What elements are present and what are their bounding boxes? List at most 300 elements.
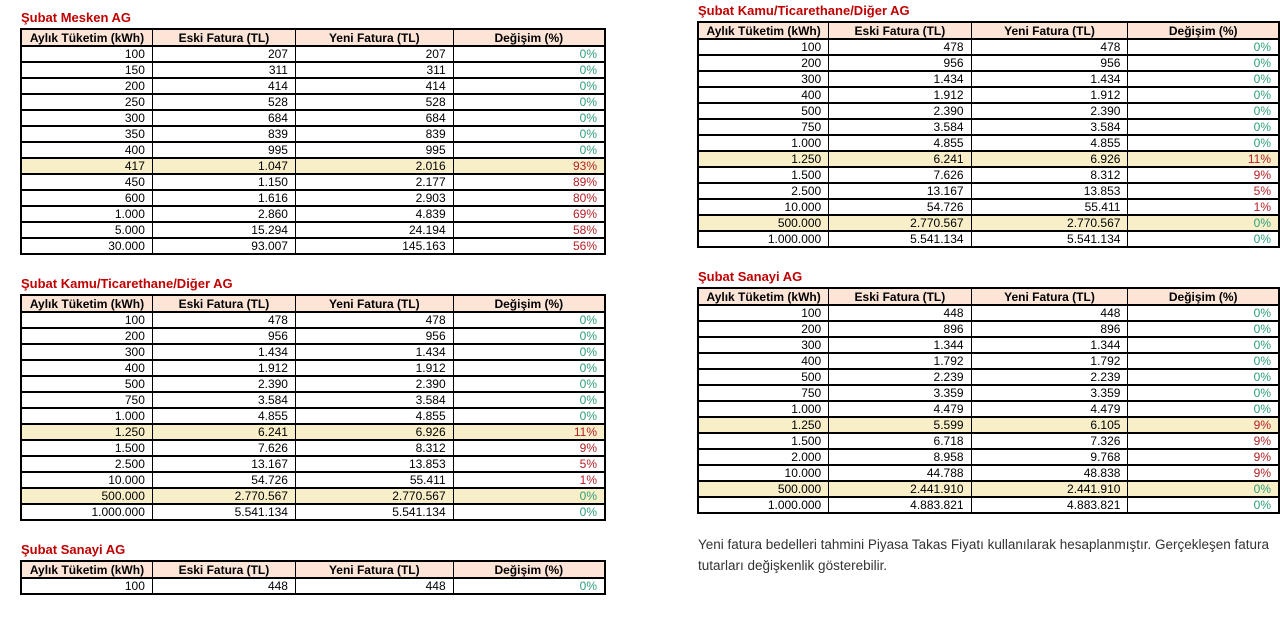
new-bill-cell: 1.912	[971, 87, 1128, 103]
new-bill-cell: 311	[295, 62, 453, 78]
old-bill-cell: 1.047	[152, 158, 295, 174]
column-header: Eski Fatura (TL)	[829, 288, 971, 305]
new-bill-cell: 896	[971, 321, 1128, 337]
consumption-cell: 10.000	[698, 465, 829, 481]
old-bill-cell: 13.167	[152, 456, 295, 472]
old-bill-cell: 2.390	[829, 103, 971, 119]
change-percent-cell: 0%	[453, 46, 605, 62]
old-bill-cell: 414	[152, 78, 295, 94]
consumption-cell: 200	[21, 328, 152, 344]
new-bill-cell: 6.926	[971, 151, 1128, 167]
old-bill-cell: 3.584	[152, 392, 295, 408]
change-percent-cell: 0%	[453, 328, 605, 344]
consumption-cell: 5.000	[21, 222, 152, 238]
consumption-cell: 1.000.000	[698, 497, 829, 513]
table-row	[21, 222, 605, 238]
new-bill-cell: 145.163	[295, 238, 453, 254]
table-title: Şubat Mesken AG	[21, 10, 132, 25]
table-row	[698, 167, 1279, 183]
change-percent-cell: 0%	[453, 578, 605, 594]
consumption-cell: 500.000	[21, 488, 152, 504]
consumption-cell: 200	[698, 321, 829, 337]
table-row	[21, 344, 605, 360]
change-percent-cell: 0%	[1128, 353, 1279, 369]
consumption-cell: 1.500	[698, 167, 829, 183]
new-bill-cell: 9.768	[971, 449, 1128, 465]
old-bill-cell: 2.441.910	[829, 481, 971, 497]
new-bill-cell: 2.770.567	[295, 488, 453, 504]
change-percent-cell: 0%	[1128, 39, 1279, 55]
left-column	[20, 10, 606, 616]
old-bill-cell: 1.434	[152, 344, 295, 360]
billing-table	[697, 21, 1280, 248]
new-bill-cell: 7.326	[971, 433, 1128, 449]
table-row	[21, 190, 605, 206]
consumption-cell: 400	[21, 360, 152, 376]
change-percent-cell: 9%	[1128, 167, 1279, 183]
new-bill-cell: 478	[295, 312, 453, 328]
change-percent-cell: 9%	[453, 440, 605, 456]
table-row	[21, 424, 605, 440]
old-bill-cell: 839	[152, 126, 295, 142]
consumption-cell: 1.000	[21, 206, 152, 222]
old-bill-cell: 4.479	[829, 401, 971, 417]
new-bill-cell: 207	[295, 46, 453, 62]
table-title: Şubat Kamu/Ticarethane/Diğer AG	[21, 276, 233, 291]
column-header: Aylık Tüketim (kWh)	[21, 561, 152, 578]
old-bill-cell: 5.599	[829, 417, 971, 433]
old-bill-cell: 207	[152, 46, 295, 62]
change-percent-cell: 5%	[1128, 183, 1279, 199]
table-row	[21, 488, 605, 504]
new-bill-cell: 2.239	[971, 369, 1128, 385]
billing-table	[697, 287, 1280, 514]
new-bill-cell: 4.855	[971, 135, 1128, 151]
old-bill-cell: 478	[152, 312, 295, 328]
old-bill-cell: 684	[152, 110, 295, 126]
change-percent-cell: 0%	[453, 94, 605, 110]
old-bill-cell: 896	[829, 321, 971, 337]
consumption-cell: 1.000	[698, 401, 829, 417]
old-bill-cell: 3.359	[829, 385, 971, 401]
change-percent-cell: 9%	[1128, 433, 1279, 449]
table-row	[698, 103, 1279, 119]
table-row	[698, 305, 1279, 321]
table-section-kamu-ticarethane-diger-ag-left	[20, 276, 606, 521]
old-bill-cell: 478	[829, 39, 971, 55]
table-row	[698, 183, 1279, 199]
old-bill-cell: 1.616	[152, 190, 295, 206]
change-percent-cell: 0%	[453, 408, 605, 424]
consumption-cell: 100	[21, 312, 152, 328]
new-bill-cell: 1.792	[971, 353, 1128, 369]
consumption-cell: 1.000	[698, 135, 829, 151]
column-header: Değişim (%)	[453, 295, 605, 312]
new-bill-cell: 956	[295, 328, 453, 344]
change-percent-cell: 0%	[453, 78, 605, 94]
new-bill-cell: 8.312	[971, 167, 1128, 183]
change-percent-cell: 9%	[1128, 465, 1279, 481]
old-bill-cell: 528	[152, 94, 295, 110]
change-percent-cell: 0%	[1128, 305, 1279, 321]
consumption-cell: 400	[698, 353, 829, 369]
new-bill-cell: 3.359	[971, 385, 1128, 401]
table-row	[21, 142, 605, 158]
column-header: Aylık Tüketim (kWh)	[21, 295, 152, 312]
change-percent-cell: 0%	[1128, 401, 1279, 417]
consumption-cell: 1.000.000	[21, 504, 152, 520]
change-percent-cell: 89%	[453, 174, 605, 190]
table-row	[21, 392, 605, 408]
old-bill-cell: 2.770.567	[152, 488, 295, 504]
billing-table	[20, 560, 606, 595]
old-bill-cell: 1.150	[152, 174, 295, 190]
consumption-cell: 400	[21, 142, 152, 158]
change-percent-cell: 11%	[453, 424, 605, 440]
new-bill-cell: 2.016	[295, 158, 453, 174]
table-title: Şubat Sanayi AG	[21, 542, 126, 557]
consumption-cell: 1.500	[21, 440, 152, 456]
consumption-cell: 1.500	[698, 433, 829, 449]
new-bill-cell: 2.903	[295, 190, 453, 206]
table-row	[698, 151, 1279, 167]
column-header: Yeni Fatura (TL)	[295, 561, 453, 578]
consumption-cell: 200	[698, 55, 829, 71]
change-percent-cell: 0%	[1128, 103, 1279, 119]
table-row	[21, 408, 605, 424]
old-bill-cell: 4.883.821	[829, 497, 971, 513]
table-row	[21, 360, 605, 376]
table-row	[21, 206, 605, 222]
new-bill-cell: 13.853	[295, 456, 453, 472]
table-row	[21, 440, 605, 456]
new-bill-cell: 448	[295, 578, 453, 594]
new-bill-cell: 3.584	[295, 392, 453, 408]
billing-table	[20, 294, 606, 521]
consumption-cell: 500.000	[698, 481, 829, 497]
old-bill-cell: 5.541.134	[152, 504, 295, 520]
old-bill-cell: 2.239	[829, 369, 971, 385]
change-percent-cell: 0%	[1128, 215, 1279, 231]
new-bill-cell: 2.441.910	[971, 481, 1128, 497]
change-percent-cell: 0%	[1128, 385, 1279, 401]
old-bill-cell: 4.855	[829, 135, 971, 151]
new-bill-cell: 1.912	[295, 360, 453, 376]
table-row	[21, 110, 605, 126]
table-row	[21, 376, 605, 392]
table-row	[698, 385, 1279, 401]
consumption-cell: 150	[21, 62, 152, 78]
table-row	[21, 126, 605, 142]
table-row	[698, 465, 1279, 481]
change-percent-cell: 0%	[1128, 71, 1279, 87]
consumption-cell: 250	[21, 94, 152, 110]
new-bill-cell: 2.177	[295, 174, 453, 190]
column-header: Değişim (%)	[453, 29, 605, 46]
change-percent-cell: 0%	[453, 126, 605, 142]
old-bill-cell: 7.626	[829, 167, 971, 183]
change-percent-cell: 0%	[453, 62, 605, 78]
old-bill-cell: 6.241	[152, 424, 295, 440]
change-percent-cell: 58%	[453, 222, 605, 238]
change-percent-cell: 9%	[1128, 417, 1279, 433]
change-percent-cell: 5%	[453, 456, 605, 472]
table-row	[21, 312, 605, 328]
table-row	[21, 158, 605, 174]
table-row	[698, 39, 1279, 55]
old-bill-cell: 1.344	[829, 337, 971, 353]
change-percent-cell: 0%	[1128, 231, 1279, 247]
column-header: Yeni Fatura (TL)	[971, 22, 1128, 39]
change-percent-cell: 80%	[453, 190, 605, 206]
change-percent-cell: 0%	[453, 142, 605, 158]
header-row	[21, 295, 605, 312]
consumption-cell: 2.500	[698, 183, 829, 199]
new-bill-cell: 414	[295, 78, 453, 94]
consumption-cell: 750	[698, 385, 829, 401]
column-header: Aylık Tüketim (kWh)	[698, 288, 829, 305]
table-section-sanayi-ag-right	[697, 269, 1280, 514]
old-bill-cell: 995	[152, 142, 295, 158]
consumption-cell: 100	[21, 578, 152, 594]
table-row	[698, 87, 1279, 103]
table-row	[698, 321, 1279, 337]
consumption-cell: 300	[21, 344, 152, 360]
old-bill-cell: 2.860	[152, 206, 295, 222]
table-section-mesken-ag	[20, 10, 606, 255]
consumption-cell: 1.000	[21, 408, 152, 424]
table-row	[698, 55, 1279, 71]
change-percent-cell: 0%	[453, 312, 605, 328]
table-row	[21, 174, 605, 190]
table-row	[21, 456, 605, 472]
table-row	[698, 231, 1279, 247]
column-header: Yeni Fatura (TL)	[295, 295, 453, 312]
consumption-cell: 350	[21, 126, 152, 142]
table-row	[698, 119, 1279, 135]
new-bill-cell: 1.434	[971, 71, 1128, 87]
consumption-cell: 750	[21, 392, 152, 408]
column-header: Değişim (%)	[453, 561, 605, 578]
consumption-cell: 10.000	[698, 199, 829, 215]
consumption-cell: 450	[21, 174, 152, 190]
column-header: Yeni Fatura (TL)	[971, 288, 1128, 305]
old-bill-cell: 44.788	[829, 465, 971, 481]
change-percent-cell: 0%	[453, 344, 605, 360]
consumption-cell: 500	[698, 103, 829, 119]
old-bill-cell: 5.541.134	[829, 231, 971, 247]
new-bill-cell: 5.541.134	[295, 504, 453, 520]
new-bill-cell: 8.312	[295, 440, 453, 456]
consumption-cell: 1.250	[21, 424, 152, 440]
new-bill-cell: 684	[295, 110, 453, 126]
new-bill-cell: 4.839	[295, 206, 453, 222]
table-row	[21, 328, 605, 344]
new-bill-cell: 6.926	[295, 424, 453, 440]
table-row	[698, 433, 1279, 449]
new-bill-cell: 2.390	[295, 376, 453, 392]
new-bill-cell: 839	[295, 126, 453, 142]
table-row	[21, 94, 605, 110]
change-percent-cell: 9%	[1128, 449, 1279, 465]
column-header: Aylık Tüketim (kWh)	[21, 29, 152, 46]
table-row	[698, 417, 1279, 433]
consumption-cell: 500	[698, 369, 829, 385]
column-header: Eski Fatura (TL)	[829, 22, 971, 39]
consumption-cell: 100	[698, 305, 829, 321]
change-percent-cell: 0%	[453, 110, 605, 126]
old-bill-cell: 13.167	[829, 183, 971, 199]
right-column	[697, 3, 1280, 577]
consumption-cell: 300	[698, 71, 829, 87]
new-bill-cell: 6.105	[971, 417, 1128, 433]
consumption-cell: 100	[698, 39, 829, 55]
new-bill-cell: 55.411	[971, 199, 1128, 215]
change-percent-cell: 1%	[453, 472, 605, 488]
change-percent-cell: 93%	[453, 158, 605, 174]
old-bill-cell: 54.726	[152, 472, 295, 488]
change-percent-cell: 0%	[453, 360, 605, 376]
consumption-cell: 300	[698, 337, 829, 353]
change-percent-cell: 1%	[1128, 199, 1279, 215]
change-percent-cell: 69%	[453, 206, 605, 222]
table-row	[698, 401, 1279, 417]
change-percent-cell: 0%	[1128, 321, 1279, 337]
change-percent-cell: 0%	[1128, 369, 1279, 385]
consumption-cell: 1.250	[698, 417, 829, 433]
new-bill-cell: 2.770.567	[971, 215, 1128, 231]
consumption-cell: 10.000	[21, 472, 152, 488]
new-bill-cell: 4.855	[295, 408, 453, 424]
new-bill-cell: 24.194	[295, 222, 453, 238]
table-row	[21, 578, 605, 594]
new-bill-cell: 448	[971, 305, 1128, 321]
new-bill-cell: 48.838	[971, 465, 1128, 481]
consumption-cell: 2.500	[21, 456, 152, 472]
old-bill-cell: 3.584	[829, 119, 971, 135]
old-bill-cell: 956	[829, 55, 971, 71]
table-section-kamu-ticarethane-diger-ag-right	[697, 3, 1280, 248]
old-bill-cell: 8.958	[829, 449, 971, 465]
old-bill-cell: 4.855	[152, 408, 295, 424]
consumption-cell: 600	[21, 190, 152, 206]
change-percent-cell: 0%	[453, 376, 605, 392]
table-row	[698, 449, 1279, 465]
table-section-sanayi-ag-left	[20, 542, 606, 595]
change-percent-cell: 0%	[1128, 119, 1279, 135]
consumption-cell: 30.000	[21, 238, 152, 254]
change-percent-cell: 0%	[1128, 497, 1279, 513]
header-row	[698, 288, 1279, 305]
table-row	[21, 504, 605, 520]
table-row	[698, 215, 1279, 231]
table-row	[698, 481, 1279, 497]
new-bill-cell: 1.434	[295, 344, 453, 360]
old-bill-cell: 1.792	[829, 353, 971, 369]
table-title: Şubat Sanayi AG	[698, 269, 803, 284]
column-header: Aylık Tüketim (kWh)	[698, 22, 829, 39]
old-bill-cell: 1.434	[829, 71, 971, 87]
new-bill-cell: 55.411	[295, 472, 453, 488]
new-bill-cell: 3.584	[971, 119, 1128, 135]
old-bill-cell: 311	[152, 62, 295, 78]
header-row	[21, 561, 605, 578]
change-percent-cell: 56%	[453, 238, 605, 254]
footnote: Yeni fatura bedelleri tahmini Piyasa Takas Fiyatı kullanılarak hesaplanmıştır. Gerçekleşen fatura tutarları değişkenlik gösterebilir.	[698, 537, 1270, 573]
table-row	[21, 62, 605, 78]
consumption-cell: 2.000	[698, 449, 829, 465]
new-bill-cell: 956	[971, 55, 1128, 71]
old-bill-cell: 6.241	[829, 151, 971, 167]
old-bill-cell: 54.726	[829, 199, 971, 215]
change-percent-cell: 11%	[1128, 151, 1279, 167]
old-bill-cell: 2.390	[152, 376, 295, 392]
table-row	[698, 135, 1279, 151]
consumption-cell: 750	[698, 119, 829, 135]
change-percent-cell: 0%	[1128, 337, 1279, 353]
table-row	[698, 369, 1279, 385]
table-row	[21, 472, 605, 488]
old-bill-cell: 448	[829, 305, 971, 321]
consumption-cell: 400	[698, 87, 829, 103]
new-bill-cell: 478	[971, 39, 1128, 55]
consumption-cell: 500	[21, 376, 152, 392]
table-row	[21, 46, 605, 62]
old-bill-cell: 15.294	[152, 222, 295, 238]
table-title: Şubat Kamu/Ticarethane/Diğer AG	[698, 3, 910, 18]
table-row	[698, 353, 1279, 369]
change-percent-cell: 0%	[453, 504, 605, 520]
new-bill-cell: 4.883.821	[971, 497, 1128, 513]
table-row	[698, 199, 1279, 215]
column-header: Eski Fatura (TL)	[152, 29, 295, 46]
old-bill-cell: 93.007	[152, 238, 295, 254]
column-header: Yeni Fatura (TL)	[295, 29, 453, 46]
table-row	[21, 238, 605, 254]
column-header: Eski Fatura (TL)	[152, 295, 295, 312]
old-bill-cell: 6.718	[829, 433, 971, 449]
old-bill-cell: 1.912	[152, 360, 295, 376]
old-bill-cell: 2.770.567	[829, 215, 971, 231]
column-header: Değişim (%)	[1128, 288, 1279, 305]
header-row	[698, 22, 1279, 39]
billing-table	[20, 28, 606, 255]
change-percent-cell: 0%	[1128, 481, 1279, 497]
consumption-cell: 417	[21, 158, 152, 174]
table-row	[21, 78, 605, 94]
change-percent-cell: 0%	[1128, 87, 1279, 103]
new-bill-cell: 995	[295, 142, 453, 158]
consumption-cell: 1.000.000	[698, 231, 829, 247]
new-bill-cell: 2.390	[971, 103, 1128, 119]
consumption-cell: 500.000	[698, 215, 829, 231]
old-bill-cell: 956	[152, 328, 295, 344]
table-row	[698, 497, 1279, 513]
new-bill-cell: 4.479	[971, 401, 1128, 417]
old-bill-cell: 448	[152, 578, 295, 594]
header-row	[21, 29, 605, 46]
new-bill-cell: 13.853	[971, 183, 1128, 199]
old-bill-cell: 1.912	[829, 87, 971, 103]
new-bill-cell: 1.344	[971, 337, 1128, 353]
consumption-cell: 1.250	[698, 151, 829, 167]
change-percent-cell: 0%	[1128, 135, 1279, 151]
new-bill-cell: 528	[295, 94, 453, 110]
change-percent-cell: 0%	[1128, 55, 1279, 71]
new-bill-cell: 5.541.134	[971, 231, 1128, 247]
consumption-cell: 100	[21, 46, 152, 62]
column-header: Değişim (%)	[1128, 22, 1279, 39]
